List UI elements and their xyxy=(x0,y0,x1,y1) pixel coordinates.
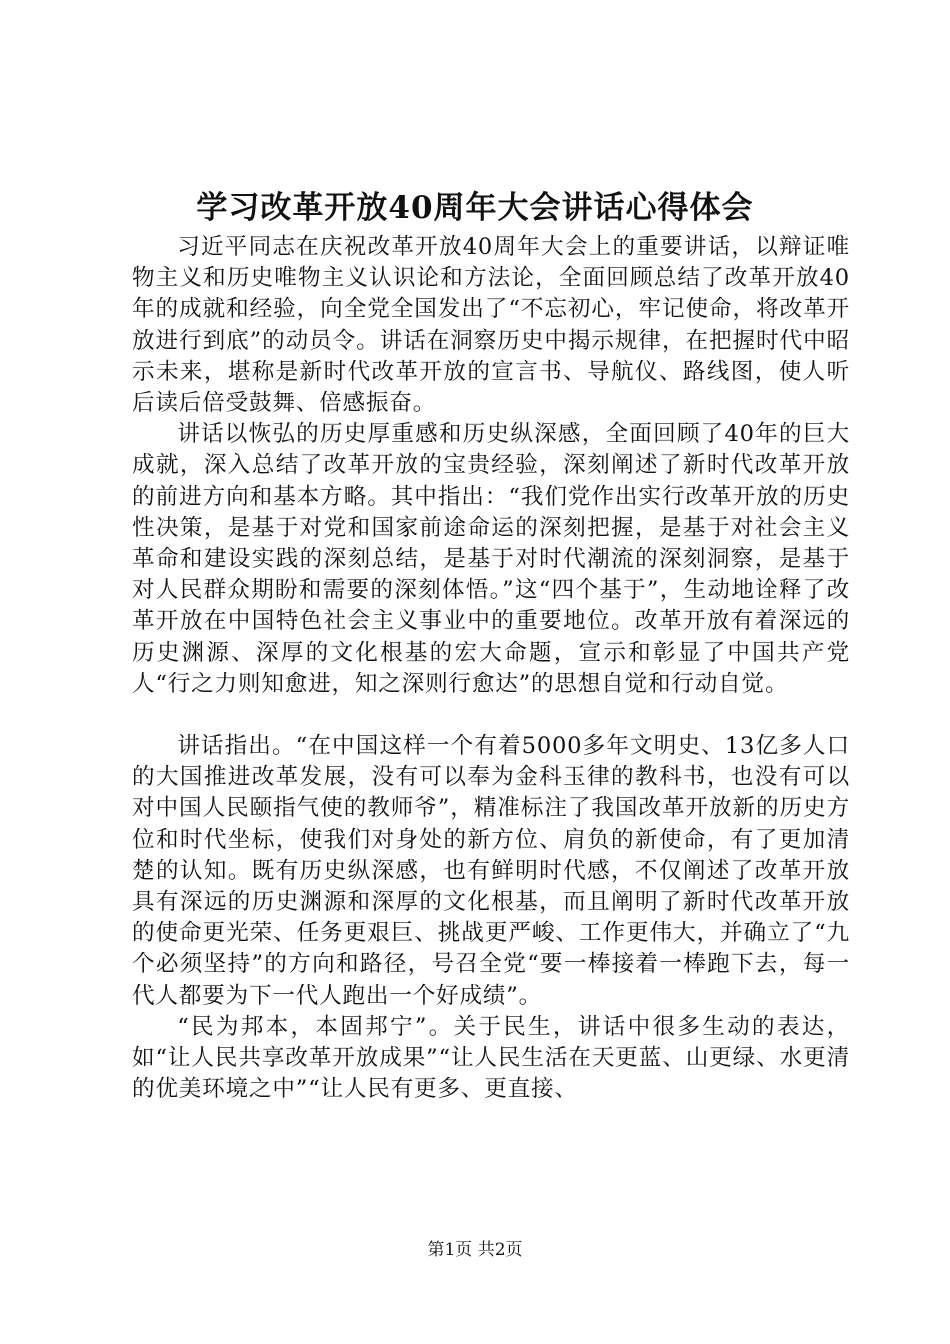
page-footer: 第1页 共2页 xyxy=(427,1240,523,1260)
paragraph-3: 讲话指出。“在中国这样一个有着5000多年文明史、13亿多人口的大国推进改革发展，没有可以奉为金科玉律的教科书，也没有可以对中国人民颐指气使的教师爷”，精准标注了我国改革开放新的历史方位和时代坐标，使我们对身处的新方位、肩负的新使命，有了更加清楚的认知。既有历史纵深感，也有鲜明时代感，不仅阐述了改革开放具有深远的历史渊源和深厚的文化根基，而且阐明了新时代改革开放的使命更光荣、任务更艰巨、挑战更严峻、工作更伟大，并确立了“九个必须坚持”的方向和路径，号召全党“要一棒接着一棒跑下去，每一代人都要为下一代人跑出一个好成绩”。 xyxy=(132,733,850,1009)
paragraph-2: 讲话以恢弘的历史厚重感和历史纵深感，全面回顾了40年的巨大成就，深入总结了改革开放的宝贵经验，深刻阐述了新时代改革开放的前进方向和基本方略。其中指出：“我们党作出实行改革开放的历史性决策，是基于对党和国家前途命运的深刻把握，是基于对社会主义革命和建设实践的深刻总结，是基于对时代潮流的深刻洞察，是基于对人民群众期盼和需要的深刻体悟。”这“四个基于”，生动地诠释了改革开放在中国特色社会主义事业中的重要地位。改革开放有着深远的历史渊源、深厚的文化根基的宏大命题，宣示和彰显了中国共产党人“行之力则知愈进，知之深则行愈达”的思想自觉和行动自觉。 xyxy=(132,421,850,697)
paragraph-1: 习近平同志在庆祝改革开放40周年大会上的重要讲话，以辩证唯物主义和历史唯物主义认识论和方法论，全面回顾总结了改革开放40年的成就和经验，向全党全国发出了“不忘初心，牢记使命，将改革开放进行到底”的动员令。讲话在洞察历史中揭示规律，在把握时代中昭示未来，堪称是新时代改革开放的宣言书、导航仪、路线图，使人听后读后倍受鼓舞、倍感振奋。 xyxy=(132,234,850,417)
document-title: 学习改革开放40周年大会讲话心得体会 xyxy=(196,190,754,226)
paragraph-4: “民为邦本，本固邦宁”。关于民生，讲话中很多生动的表达，如“让人民共享改革开放成果”“让人民生活在天更蓝、山更绿、水更清的优美环境之中”“让人民有更多、更直接、 xyxy=(132,1013,850,1103)
document-body xyxy=(132,232,850,1105)
